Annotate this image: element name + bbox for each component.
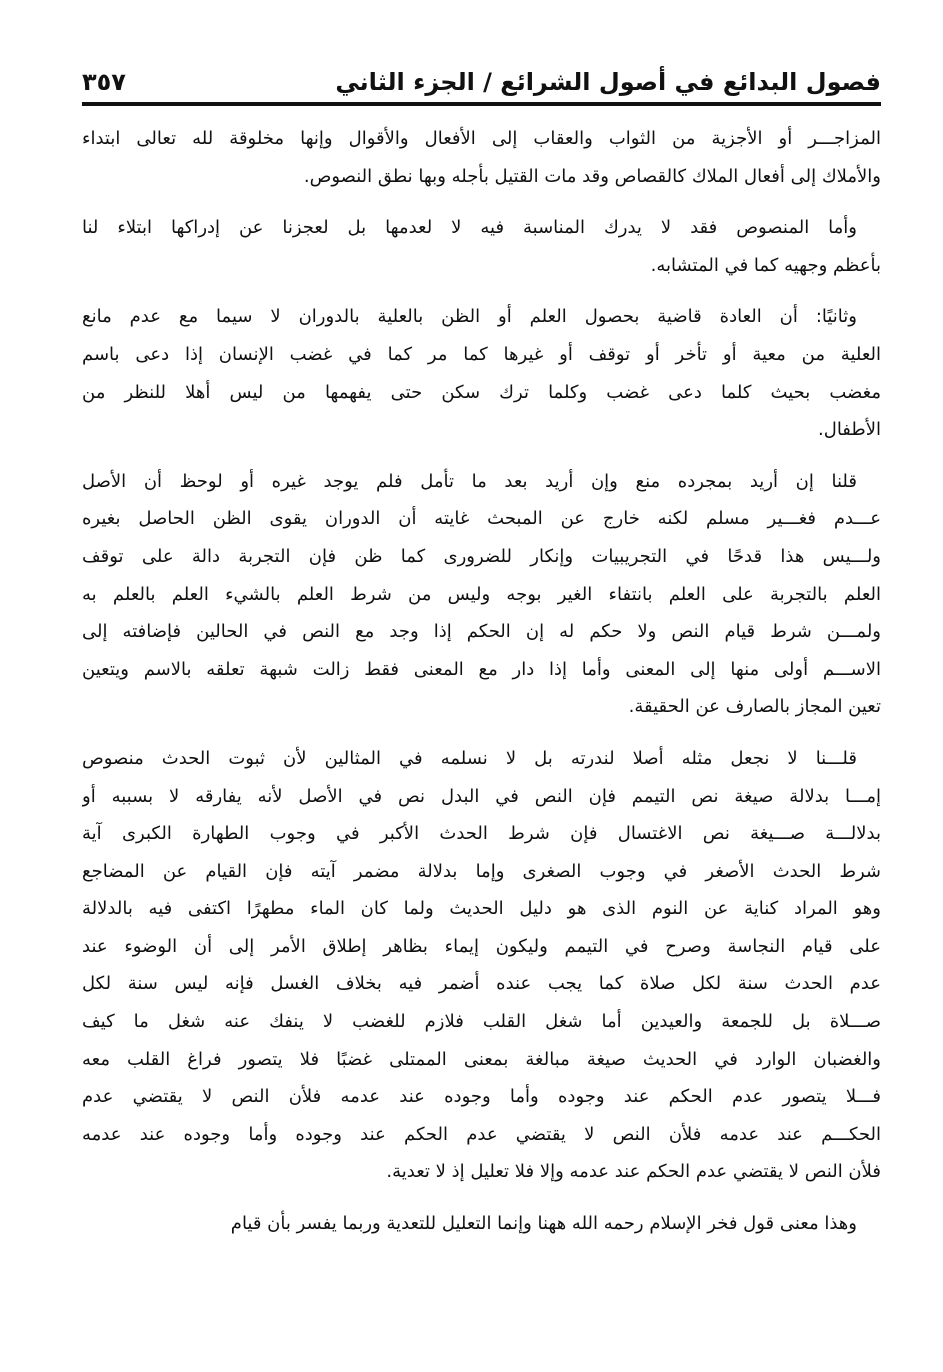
text-line: الاســـم أولى منها إلى المعنى وأما إذا دار مع المعنى فقط زالت شبهة تعلقه بالاسم ويتعين [82,658,881,680]
paragraph [82,209,881,284]
text-line: ولـــيس هذا قدحًا في التجريبيات وإنكار للضرورى كما ظن فإن التجربة دالة على توقف [82,545,881,567]
text-line: بدلالـــة صـــيغة نص الاغتسال فإن شرط الحدث الأكبر في وجوب الطهارة الكبرى آية [82,823,881,845]
text-line: وهو المراد كناية عن النوم الذى هو دليل الحديث ولما كان الماء مطهرًا اكتفى فيه بالدلالة [82,898,881,920]
text-line: العلية من معية أو تأخر أو توقف أو غيرها كما مر كما في غضب الإنسان إذا دعى باسم [82,343,881,365]
text-line: المزاجـــر أو الأجزية من الثواب والعقاب إلى الأفعال والأقوال وإنها مخلوقة لله تعالى ابتداء [82,128,881,149]
text-line: والأملاك إلى أفعال الملاك كالقصاص وقد مات القتيل بأجله وبها نطق النصوص. [303,165,881,187]
paragraph [82,298,881,448]
page-number: ٣٥٧ [82,68,126,96]
text-line: إمـــا بدلالة صيغة نص التيمم فإن النص في البدل نص في الأصل لأنه يفارقه لا بسببه أو [82,785,881,807]
text-line: عدم الحدث سنة لكل صلاة كما يجب عنده أضمر فيه بخلاف الغسل فإنه ليس سنة لكل [82,973,881,995]
paragraph [82,740,881,1191]
paragraph [82,463,881,726]
paragraph [82,1205,881,1243]
running-header [82,52,881,96]
text-line: عـــدم فغـــير مسلم لكنه خارج عن المبحث غايته أن الدوران يقوى الظن الحاصل بغيره [82,508,881,530]
text-line: وثانيًا: أن العادة قاضية بحصول العلم أو الظن بالعلية بالدوران لا سيما مع عدم مانع [82,306,857,328]
text-line: على قيام النجاسة وصرح في التيمم وليكون إيماء بظاهر إطلاق الأمر إلى أن الوضوء عند [82,935,881,957]
text-line: شرط الحدث الأصغر في وجوب الصغرى وإما بدلالة مضمر آيته فإن القيام عن المضاجع [82,860,881,882]
book-title: فصول البدائع في أصول الشرائع / الجزء الثاني [335,68,881,96]
text-line: قلـــنا لا نجعل مثله أصلا لندرته بل لا نسلمه في المثالين لأن ثبوت الحدث منصوص [82,747,857,769]
text-line: الأطفال. [818,419,881,441]
text-line: العلم بالتجربة على العلم بانتفاء الغير بوجه وليس من شرط العلم بالشيء العلم بالعلم به [82,583,881,605]
text-line: بأعظم وجهيه كما في المتشابه. [650,254,881,276]
text-line: فـــلا يتصور عدم الحكم عند وجوده وأما وجوده عند عدمه فلأن النص لا يقتضي عدم [82,1086,881,1108]
text-line: فلأن النص لا يقتضي عدم الحكم عند عدمه وإلا فلا تعليل إذ لا تعدية. [386,1161,881,1183]
text-line: وهذا معنى قول فخر الإسلام رحمه الله ههنا وإنما التعليل للتعدية وربما يفسر بأن قيام [230,1213,857,1235]
text-line: وأما المنصوص فقد لا يدرك المناسبة فيه لا لعدمها بل لعجزنا عن إدراكها ابتلاء لنا [82,217,857,239]
paragraph [82,120,881,195]
text-line: الحكـــم عند عدمه فلأن النص لا يقتضي عدم الحكم عند وجوده وأما وجوده عند عدمه [82,1123,881,1145]
text-line: ولمـــن شرط قيام النص ولا حكم له إن الحكم إذا وجد مع النص في الحالين فإضافته إلى [82,621,881,643]
text-line: والغضبان الوارد في الحديث صيغة مبالغة بمعنى الممتلى غضبًا فلا يتصور فراغ القلب معه [82,1048,881,1070]
text-line: مغضب بحيث كلما دعى غضب وكلما ترك سكن حتى يفهمها من ليس أهلا للنظر من [82,381,881,403]
text-line: تعين المجاز بالصارف عن الحقيقة. [628,696,881,718]
text-line: قلنا إن أريد بمجرده منع وإن أريد بعد ما تأمل فلم يوجد غيره أو لوحظ أن الأصل [82,470,857,492]
text-line: صـــلاة بل للجمعة والعيدين أما شغل القلب فلازم للغضب لا ينفك عنه شغل ما كيف [82,1011,881,1033]
header-rule [82,102,881,106]
page-body [82,120,881,1257]
